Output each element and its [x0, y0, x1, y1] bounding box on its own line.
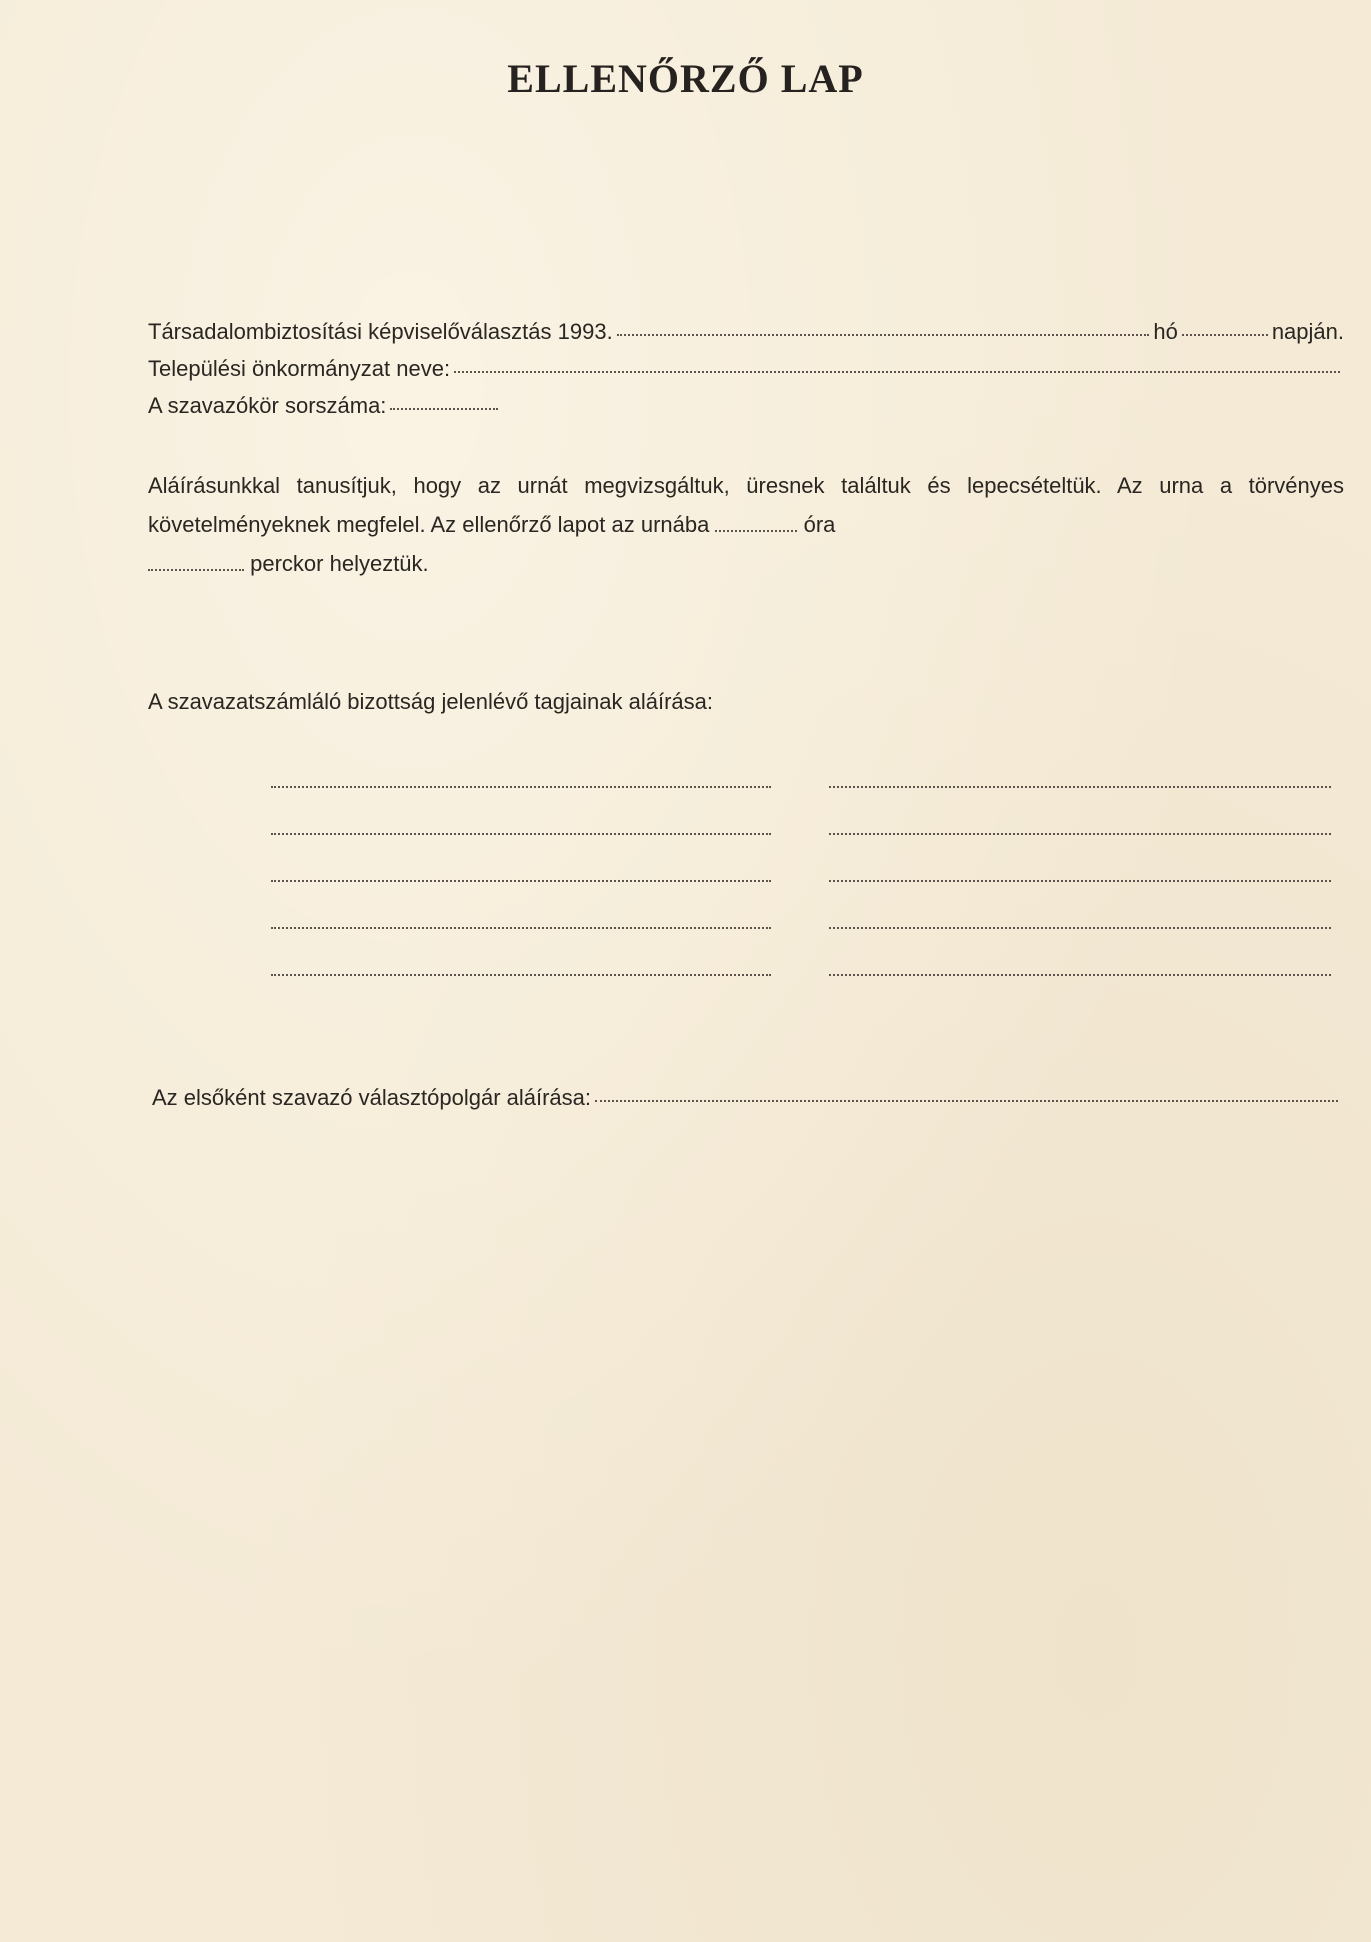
attestation-text-1: Aláírásunkkal tanusítjuk, hogy az urnát megvizsgáltuk, üresnek találtuk és lepecsételtük. Az urna a törvényes követelményeknek megfelel. Az ellenőrző lapot az urnába — [148, 473, 1344, 537]
signature-row — [271, 772, 1331, 819]
signature-grid — [271, 772, 1331, 1007]
signature-row — [271, 819, 1331, 866]
signature-row — [271, 960, 1331, 1007]
municipality-line — [148, 354, 1344, 384]
signature-field[interactable] — [271, 772, 771, 788]
municipality-field[interactable] — [454, 351, 1340, 373]
election-date-line — [148, 317, 1344, 347]
signature-field[interactable] — [829, 772, 1331, 788]
signature-field[interactable] — [271, 819, 771, 835]
signature-field[interactable] — [271, 960, 771, 976]
municipality-label: Települési önkormányzat neve: — [148, 356, 451, 381]
signature-row — [271, 866, 1331, 913]
attestation-text-2: óra — [803, 512, 836, 537]
district-number-line — [148, 391, 1344, 421]
signature-field[interactable] — [271, 866, 771, 882]
document-title: ELLENŐRZŐ LAP — [507, 56, 864, 101]
first-voter-label: Az elsőként szavazó választópolgár aláírása: — [152, 1085, 592, 1110]
first-voter-signature-field[interactable] — [595, 1080, 1338, 1102]
signature-field[interactable] — [829, 960, 1331, 976]
attestation-text-3: perckor helyeztük. — [250, 551, 429, 576]
attestation-paragraph — [148, 466, 1344, 583]
signature-field[interactable] — [829, 819, 1331, 835]
day-field[interactable] — [1182, 314, 1268, 336]
district-number-field[interactable] — [390, 388, 498, 410]
signature-row — [271, 913, 1331, 960]
signatures-heading — [148, 687, 1344, 717]
day-label: napján. — [1271, 319, 1344, 344]
month-field[interactable] — [617, 314, 1150, 336]
signatures-label: A szavazatszámláló bizottság jelenlévő tagjainak aláírása: — [148, 689, 713, 714]
signature-field[interactable] — [829, 913, 1331, 929]
signature-field[interactable] — [829, 866, 1331, 882]
first-voter-line — [152, 1083, 1342, 1113]
district-number-label: A szavazókör sorszáma: — [148, 393, 387, 418]
signature-field[interactable] — [271, 913, 771, 929]
month-label: hó — [1153, 319, 1178, 344]
election-date-prefix: Társadalombiztosítási képviselőválasztás 1993. — [148, 319, 613, 344]
hour-field[interactable] — [715, 512, 797, 532]
minute-field[interactable] — [148, 551, 244, 571]
